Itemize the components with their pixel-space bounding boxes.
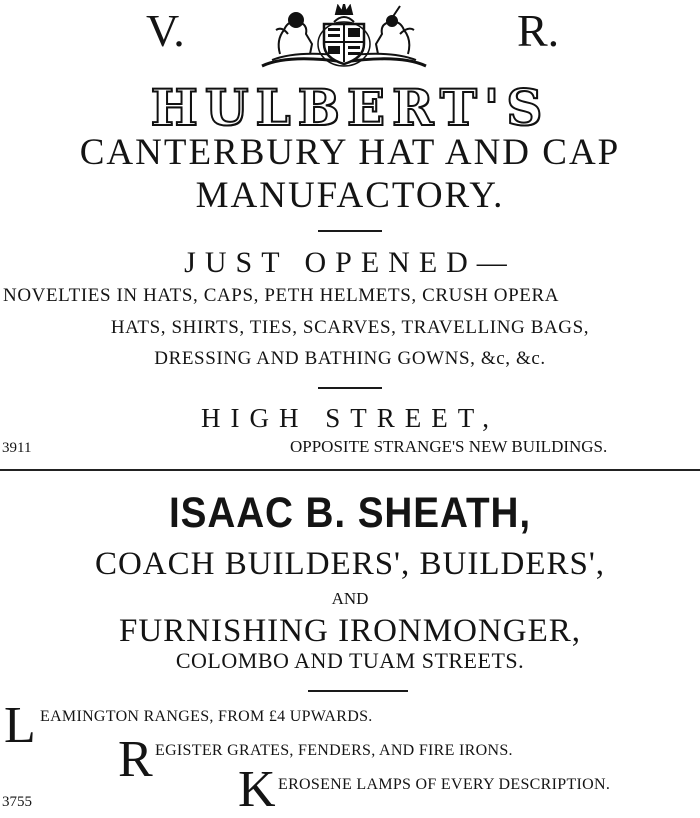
ad1-announcement: JUST OPENED— <box>184 246 516 279</box>
ad1-name-heading: HULBERT'S <box>150 78 550 137</box>
ad1-street: HIGH STREET, <box>201 403 499 433</box>
ad1-subtitle-line1: CANTERBURY HAT AND CAP <box>79 132 621 173</box>
ad2-item1-text: EAMINGTON RANGES, FROM £4 UPWARDS. <box>40 708 373 725</box>
ad2-name-heading: ISAAC B. SHEATH, <box>168 489 531 537</box>
ad2-address: COLOMBO AND TUAM STREETS. <box>175 648 525 673</box>
ad2-trade-line2: FURNISHING IRONMONGER, <box>118 613 582 649</box>
ad1-location: OPPOSITE STRANGE'S NEW BUILDINGS. <box>290 437 608 456</box>
ad2-item3-text: EROSENE LAMPS OF EVERY DESCRIPTION. <box>278 776 611 793</box>
ad2-item3-initial: K <box>238 761 276 818</box>
ad2-item2-text: EGISTER GRATES, FENDERS, AND FIRE IRONS. <box>155 742 513 759</box>
ad1-novelties-line2: HATS, SHIRTS, TIES, SCARVES, TRAVELLING BAGS, <box>110 317 590 338</box>
corner-letter-v: V. <box>146 5 185 56</box>
ad1-subtitle-line2: MANUFACTORY. <box>195 175 505 216</box>
ad1-novelties-line3: DRESSING AND BATHING GOWNS, &c, &c. <box>154 348 546 369</box>
ad1-novelties-line1: NOVELTIES IN HATS, CAPS, PETH HELMETS, CRUSH OPERA <box>3 285 560 306</box>
ad2-reference-number: 3755 <box>2 794 32 810</box>
ad2-conjunction: AND <box>331 589 369 608</box>
ad2-trade-line1: COACH BUILDERS', BUILDERS', <box>94 546 606 582</box>
royal-coat-of-arms-icon <box>258 4 430 72</box>
ad1-reference-number: 3911 <box>2 440 32 456</box>
ad2-divider <box>308 690 408 692</box>
corner-letter-r: R. <box>517 5 560 56</box>
ad1-divider-2 <box>318 387 382 389</box>
ad2-item1-initial: L <box>4 697 36 754</box>
ad-separator-rule <box>0 469 700 471</box>
ad1-divider-1 <box>318 230 382 232</box>
ad2-item2-initial: R <box>118 731 153 788</box>
